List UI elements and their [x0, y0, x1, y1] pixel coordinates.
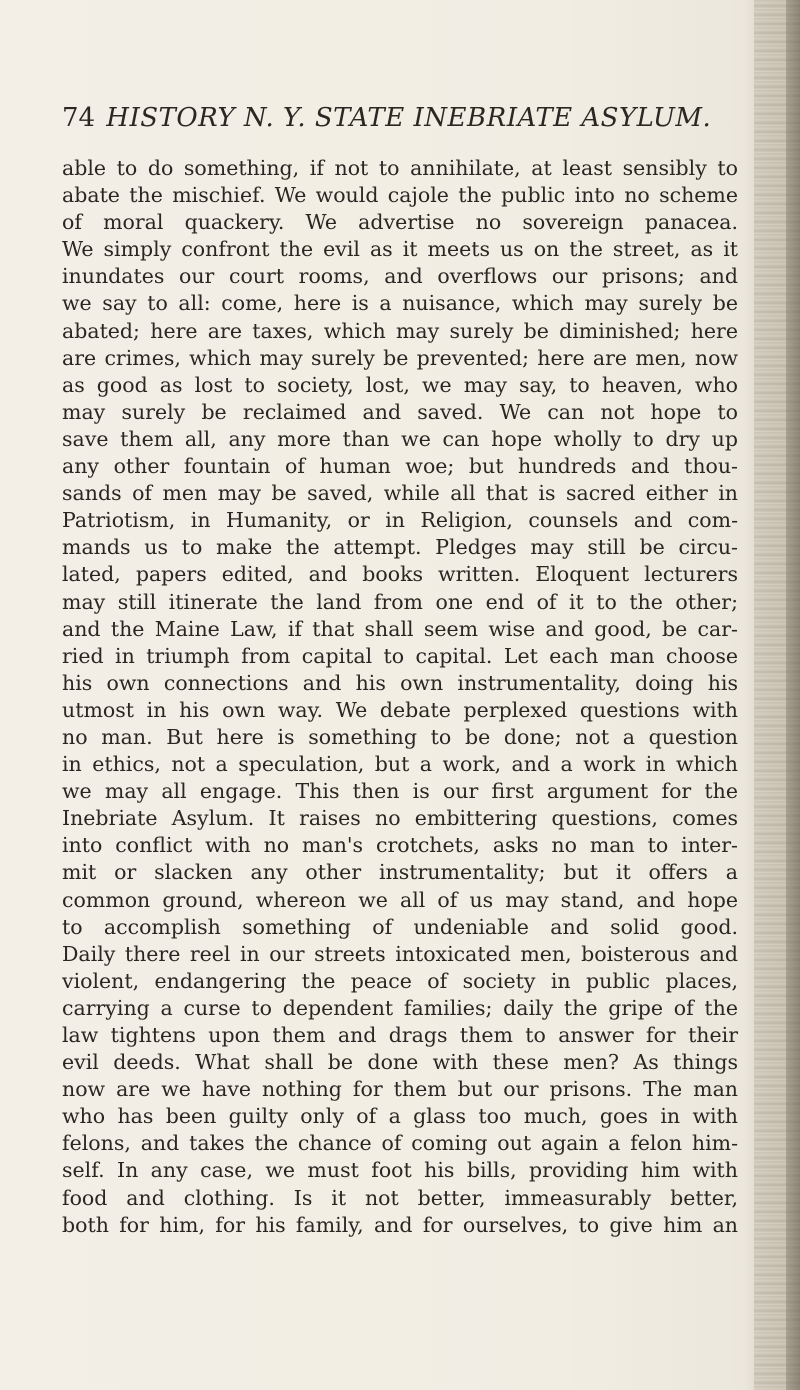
- text-line: may surely be reclaimed and saved. We can not hope to: [62, 399, 738, 424]
- text-line: felons, and takes the chance of coming out again a felon him-: [62, 1131, 738, 1156]
- text-line: of moral quackery. We advertise no sovereign panacea.: [62, 210, 738, 235]
- text-line: both for him, for his family, and for ourselves, to give him an: [62, 1212, 738, 1237]
- text-line: mit or slacken any other instrumentality; but it offers a: [62, 860, 738, 885]
- text-line: save them all, any more than we can hope wholly to dry up: [62, 426, 738, 451]
- text-line: his own connections and his own instrumentality, doing his: [62, 670, 738, 695]
- text-line: Inebriate Asylum. It raises no embittering questions, comes: [62, 806, 738, 831]
- text-line: ried in triumph from capital to capital. Let each man choose: [62, 643, 738, 668]
- text-line: in ethics, not a speculation, but a work, and a work in which: [62, 752, 738, 777]
- text-line: violent, endangering the peace of society in public places,: [62, 968, 738, 993]
- text-line: sands of men may be saved, while all that is sacred either in: [62, 481, 738, 506]
- text-line: evil deeds. What shall be done with these men? As things: [62, 1050, 738, 1075]
- text-line: as good as lost to society, lost, we may say, to heaven, who: [62, 372, 738, 397]
- text-line: We simply confront the evil as it meets us on the street, as it: [62, 237, 738, 262]
- page-header: [62, 100, 742, 136]
- text-line: lated, papers edited, and books written. Eloquent lecturers: [62, 562, 738, 587]
- text-line: are crimes, which may surely be prevented; here are men, now: [62, 345, 738, 370]
- text-line: Daily there reel in our streets intoxicated men, boisterous and: [62, 941, 738, 966]
- text-line: now are we have nothing for them but our prisons. The man: [62, 1077, 738, 1102]
- text-line: utmost in his own way. We debate perplexed questions with: [62, 697, 738, 722]
- text-line: inundates our court rooms, and overflows our prisons; and: [62, 264, 738, 289]
- text-line: mands us to make the attempt. Pledges may still be circu-: [62, 535, 738, 560]
- text-line: self. In any case, we must foot his bills, providing him with: [62, 1158, 738, 1183]
- book-binding-edge: [786, 0, 800, 1390]
- text-line: and the Maine Law, if that shall seem wise and good, be car-: [62, 616, 738, 641]
- text-line: into conflict with no man's crotchets, asks no man to inter-: [62, 833, 738, 858]
- text-line: carrying a curse to dependent families; daily the gripe of the: [62, 995, 738, 1020]
- text-line: no man. But here is something to be done; not a question: [62, 724, 738, 749]
- text-line: Patriotism, in Humanity, or in Religion, counsels and com-: [62, 508, 738, 533]
- text-line: who has been guilty only of a glass too much, goes in with: [62, 1104, 738, 1129]
- text-line: common ground, whereon we all of us may stand, and hope: [62, 887, 738, 912]
- text-line: law tightens upon them and drags them to answer for their: [62, 1023, 738, 1047]
- text-line: abated; here are taxes, which may surely be diminished; here: [62, 318, 738, 343]
- text-line: any other fountain of human woe; but hundreds and thou-: [62, 454, 738, 479]
- text-line: food and clothing. Is it not better, immeasurably better,: [62, 1185, 738, 1210]
- body-text: [62, 155, 738, 1239]
- text-line: we may all engage. This then is our first argument for the: [62, 779, 738, 804]
- text-line: able to do something, if not to annihilate, at least sensibly to: [62, 156, 738, 180]
- text-line: to accomplish something of undeniable and solid good.: [62, 914, 738, 939]
- running-head: HISTORY N. Y. STATE INEBRIATE ASYLUM.: [106, 103, 712, 133]
- text-line: may still itinerate the land from one end of it to the other;: [62, 589, 738, 614]
- text-line: we say to all: come, here is a nuisance, which may surely be: [62, 291, 738, 316]
- page-number: 74: [62, 103, 96, 133]
- text-line: abate the mischief. We would cajole the public into no scheme: [62, 183, 738, 208]
